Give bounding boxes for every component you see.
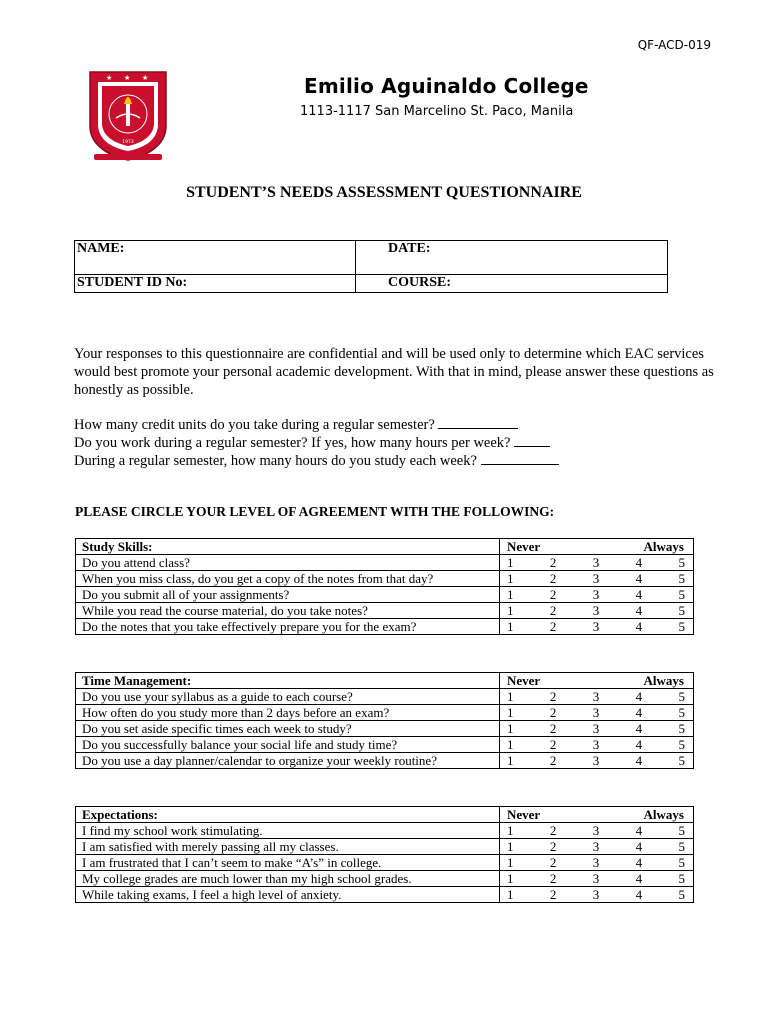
rating-option[interactable]: 3 [592,689,600,704]
table-row [76,705,694,721]
rating-scale [500,555,694,571]
scale-low-label: Never [507,673,541,688]
study-hours-blank[interactable] [481,452,559,465]
statement: I am satisfied with merely passing all my classes. [76,839,500,855]
rating-option[interactable]: 1 [507,619,514,634]
work-hours-blank[interactable] [514,434,550,447]
rating-option[interactable]: 2 [549,619,557,634]
table-row [76,753,694,769]
form-code: QF-ACD-019 [637,38,711,52]
question-credit-units: How many credit units do you take during a regular semester? [74,416,714,434]
table-row [76,737,694,753]
date-label: DATE: [388,241,431,256]
rating-option[interactable]: 2 [549,753,557,768]
table-row [76,839,694,855]
rating-option[interactable]: 2 [549,823,557,838]
table-row [76,823,694,839]
rating-option[interactable]: 5 [678,619,685,634]
statement: Do you submit all of your assignments? [76,587,500,603]
rating-option[interactable]: 1 [507,839,514,854]
rating-scale [500,855,694,871]
rating-option[interactable]: 2 [549,689,557,704]
college-seal-logo [86,70,170,162]
rating-option[interactable]: 5 [678,587,685,602]
rating-option[interactable]: 2 [549,555,557,570]
rating-option[interactable]: 5 [678,855,685,870]
question-work-hours: Do you work during a regular semester? If yes, how many hours per week? [74,434,714,452]
intro-paragraph: Your responses to this questionnaire are confidential and will be used only to determine which EAC services would best promote your personal academic development. With that in mind, please answer these questions as honestly as possible. [74,346,714,398]
rating-option[interactable]: 3 [592,619,600,634]
svg-text:★: ★ [142,74,149,82]
rating-option[interactable]: 3 [592,587,600,602]
rating-scale [500,823,694,839]
rating-option[interactable]: 3 [592,721,600,736]
rating-scale [500,887,694,903]
table-row [76,721,694,737]
rating-scale [500,571,694,587]
scale-low-label: Never [507,539,541,554]
student-id-field[interactable] [75,275,356,293]
statement: While taking exams, I feel a high level of anxiety. [76,887,500,903]
svg-text:★: ★ [106,74,113,82]
rating-option[interactable]: 2 [549,887,557,902]
rating-option[interactable]: 1 [507,603,514,618]
rating-option[interactable]: 1 [507,887,514,902]
rating-option[interactable]: 4 [635,887,643,902]
table-row [76,871,694,887]
rating-option[interactable]: 5 [678,737,685,752]
date-field[interactable] [356,241,668,275]
rating-option[interactable]: 3 [592,705,600,720]
rating-scale [500,705,694,721]
study-skills-table [75,538,694,635]
rating-option[interactable]: 5 [678,823,685,838]
rating-option[interactable]: 4 [635,839,643,854]
statement: I am frustrated that I can’t seem to make “A’s” in college. [76,855,500,871]
rating-option[interactable]: 5 [678,571,685,586]
rating-option[interactable]: 5 [678,721,685,736]
statement: Do you set aside specific times each week to study? [76,721,500,737]
statement: I find my school work stimulating. [76,823,500,839]
rating-option[interactable]: 4 [635,855,643,870]
rating-option[interactable]: 3 [592,839,600,854]
rating-option[interactable]: 3 [592,871,600,886]
scale-high-label: Always [643,673,684,688]
table-row [76,603,694,619]
rating-option[interactable]: 3 [592,855,600,870]
statement: Do you successfully balance your social life and study time? [76,737,500,753]
section-heading: Time Management: [76,673,500,689]
statement: Do you use your syllabus as a guide to each course? [76,689,500,705]
expectations-table [75,806,694,903]
rating-option[interactable]: 3 [592,823,600,838]
question-study-hours: During a regular semester, how many hours do you study each week? [74,452,714,470]
statement: When you miss class, do you get a copy of the notes from that day? [76,571,500,587]
course-field[interactable] [356,275,668,293]
statement: My college grades are much lower than my high school grades. [76,871,500,887]
rating-option[interactable]: 3 [592,887,600,902]
statement: Do you attend class? [76,555,500,571]
rating-scale [500,619,694,635]
rating-option[interactable]: 4 [635,619,643,634]
rating-option[interactable]: 5 [678,705,685,720]
instruction-heading: PLEASE CIRCLE YOUR LEVEL OF AGREEMENT WITH THE FOLLOWING: [75,504,555,519]
table-row [76,619,694,635]
rating-option[interactable]: 2 [549,603,557,618]
scale-header [500,807,694,823]
college-name: Emilio Aguinaldo College [304,74,589,98]
rating-option[interactable]: 1 [507,555,514,570]
statement: While you read the course material, do you take notes? [76,603,500,619]
rating-scale [500,753,694,769]
name-field[interactable] [75,241,356,275]
rating-option[interactable]: 4 [635,823,643,838]
scale-header [500,673,694,689]
table-row [76,689,694,705]
rating-scale [500,603,694,619]
rating-scale [500,587,694,603]
rating-scale [500,737,694,753]
rating-option[interactable]: 1 [507,855,514,870]
statement: How often do you study more than 2 days before an exam? [76,705,500,721]
scale-header [500,539,694,555]
rating-option[interactable]: 4 [635,689,643,704]
scale-low-label: Never [507,807,541,822]
rating-option[interactable]: 4 [635,571,643,586]
rating-option[interactable]: 4 [635,871,643,886]
rating-option[interactable]: 3 [592,737,600,752]
table-row [76,571,694,587]
statement: Do the notes that you take effectively prepare you for the exam? [76,619,500,635]
document-title: STUDENT’S NEEDS ASSESSMENT QUESTIONNAIRE [186,184,582,201]
rating-option[interactable]: 4 [635,705,643,720]
student-id-label: STUDENT ID No: [77,275,188,290]
rating-option[interactable]: 2 [549,871,557,886]
rating-option[interactable]: 5 [678,603,685,618]
rating-option[interactable]: 2 [549,737,557,752]
student-info-table [74,240,668,293]
rating-scale [500,871,694,887]
rating-option[interactable]: 1 [507,753,514,768]
svg-text:★: ★ [124,74,131,82]
table-row [76,855,694,871]
rating-option[interactable]: 2 [549,855,557,870]
rating-option[interactable]: 1 [507,571,514,586]
name-label: NAME: [77,241,125,256]
open-questions [74,416,714,470]
table-row [76,887,694,903]
rating-option[interactable]: 5 [678,839,685,854]
rating-scale [500,689,694,705]
rating-option[interactable]: 2 [549,839,557,854]
rating-option[interactable]: 2 [549,571,557,586]
rating-option[interactable]: 2 [549,587,557,602]
rating-option[interactable]: 5 [678,555,685,570]
rating-option[interactable]: 1 [507,871,514,886]
table-row [76,555,694,571]
rating-option[interactable]: 4 [635,753,643,768]
rating-option[interactable]: 2 [549,705,557,720]
rating-option[interactable]: 3 [592,555,600,570]
rating-scale [500,721,694,737]
rating-option[interactable]: 1 [507,721,514,736]
rating-option[interactable]: 5 [678,753,685,768]
rating-option[interactable]: 1 [507,823,514,838]
table-row [76,587,694,603]
rating-option[interactable]: 5 [678,887,685,902]
rating-option[interactable]: 4 [635,721,643,736]
statement: Do you use a day planner/calendar to organize your weekly routine? [76,753,500,769]
college-header [300,74,600,119]
section-heading: Study Skills: [76,539,500,555]
rating-option[interactable]: 4 [635,603,643,618]
college-address: 1113-1117 San Marcelino St. Paco, Manila [300,104,574,119]
rating-option[interactable]: 4 [635,587,643,602]
rating-option[interactable]: 1 [507,587,514,602]
rating-option[interactable]: 5 [678,689,685,704]
rating-scale [500,839,694,855]
course-label: COURSE: [388,275,452,290]
rating-option[interactable]: 1 [507,705,514,720]
rating-option[interactable]: 2 [549,721,557,736]
credit-units-blank[interactable] [438,416,518,429]
rating-option[interactable]: 4 [635,555,643,570]
scale-high-label: Always [643,807,684,822]
rating-option[interactable]: 1 [507,689,514,704]
rating-option[interactable]: 5 [678,871,685,886]
rating-option[interactable]: 3 [592,603,600,618]
logo-year: 1973 [122,140,134,145]
rating-option[interactable]: 3 [592,753,600,768]
section-heading: Expectations: [76,807,500,823]
rating-option[interactable]: 1 [507,737,514,752]
time-management-table [75,672,694,769]
rating-option[interactable]: 4 [635,737,643,752]
scale-high-label: Always [643,539,684,554]
rating-option[interactable]: 3 [592,571,600,586]
